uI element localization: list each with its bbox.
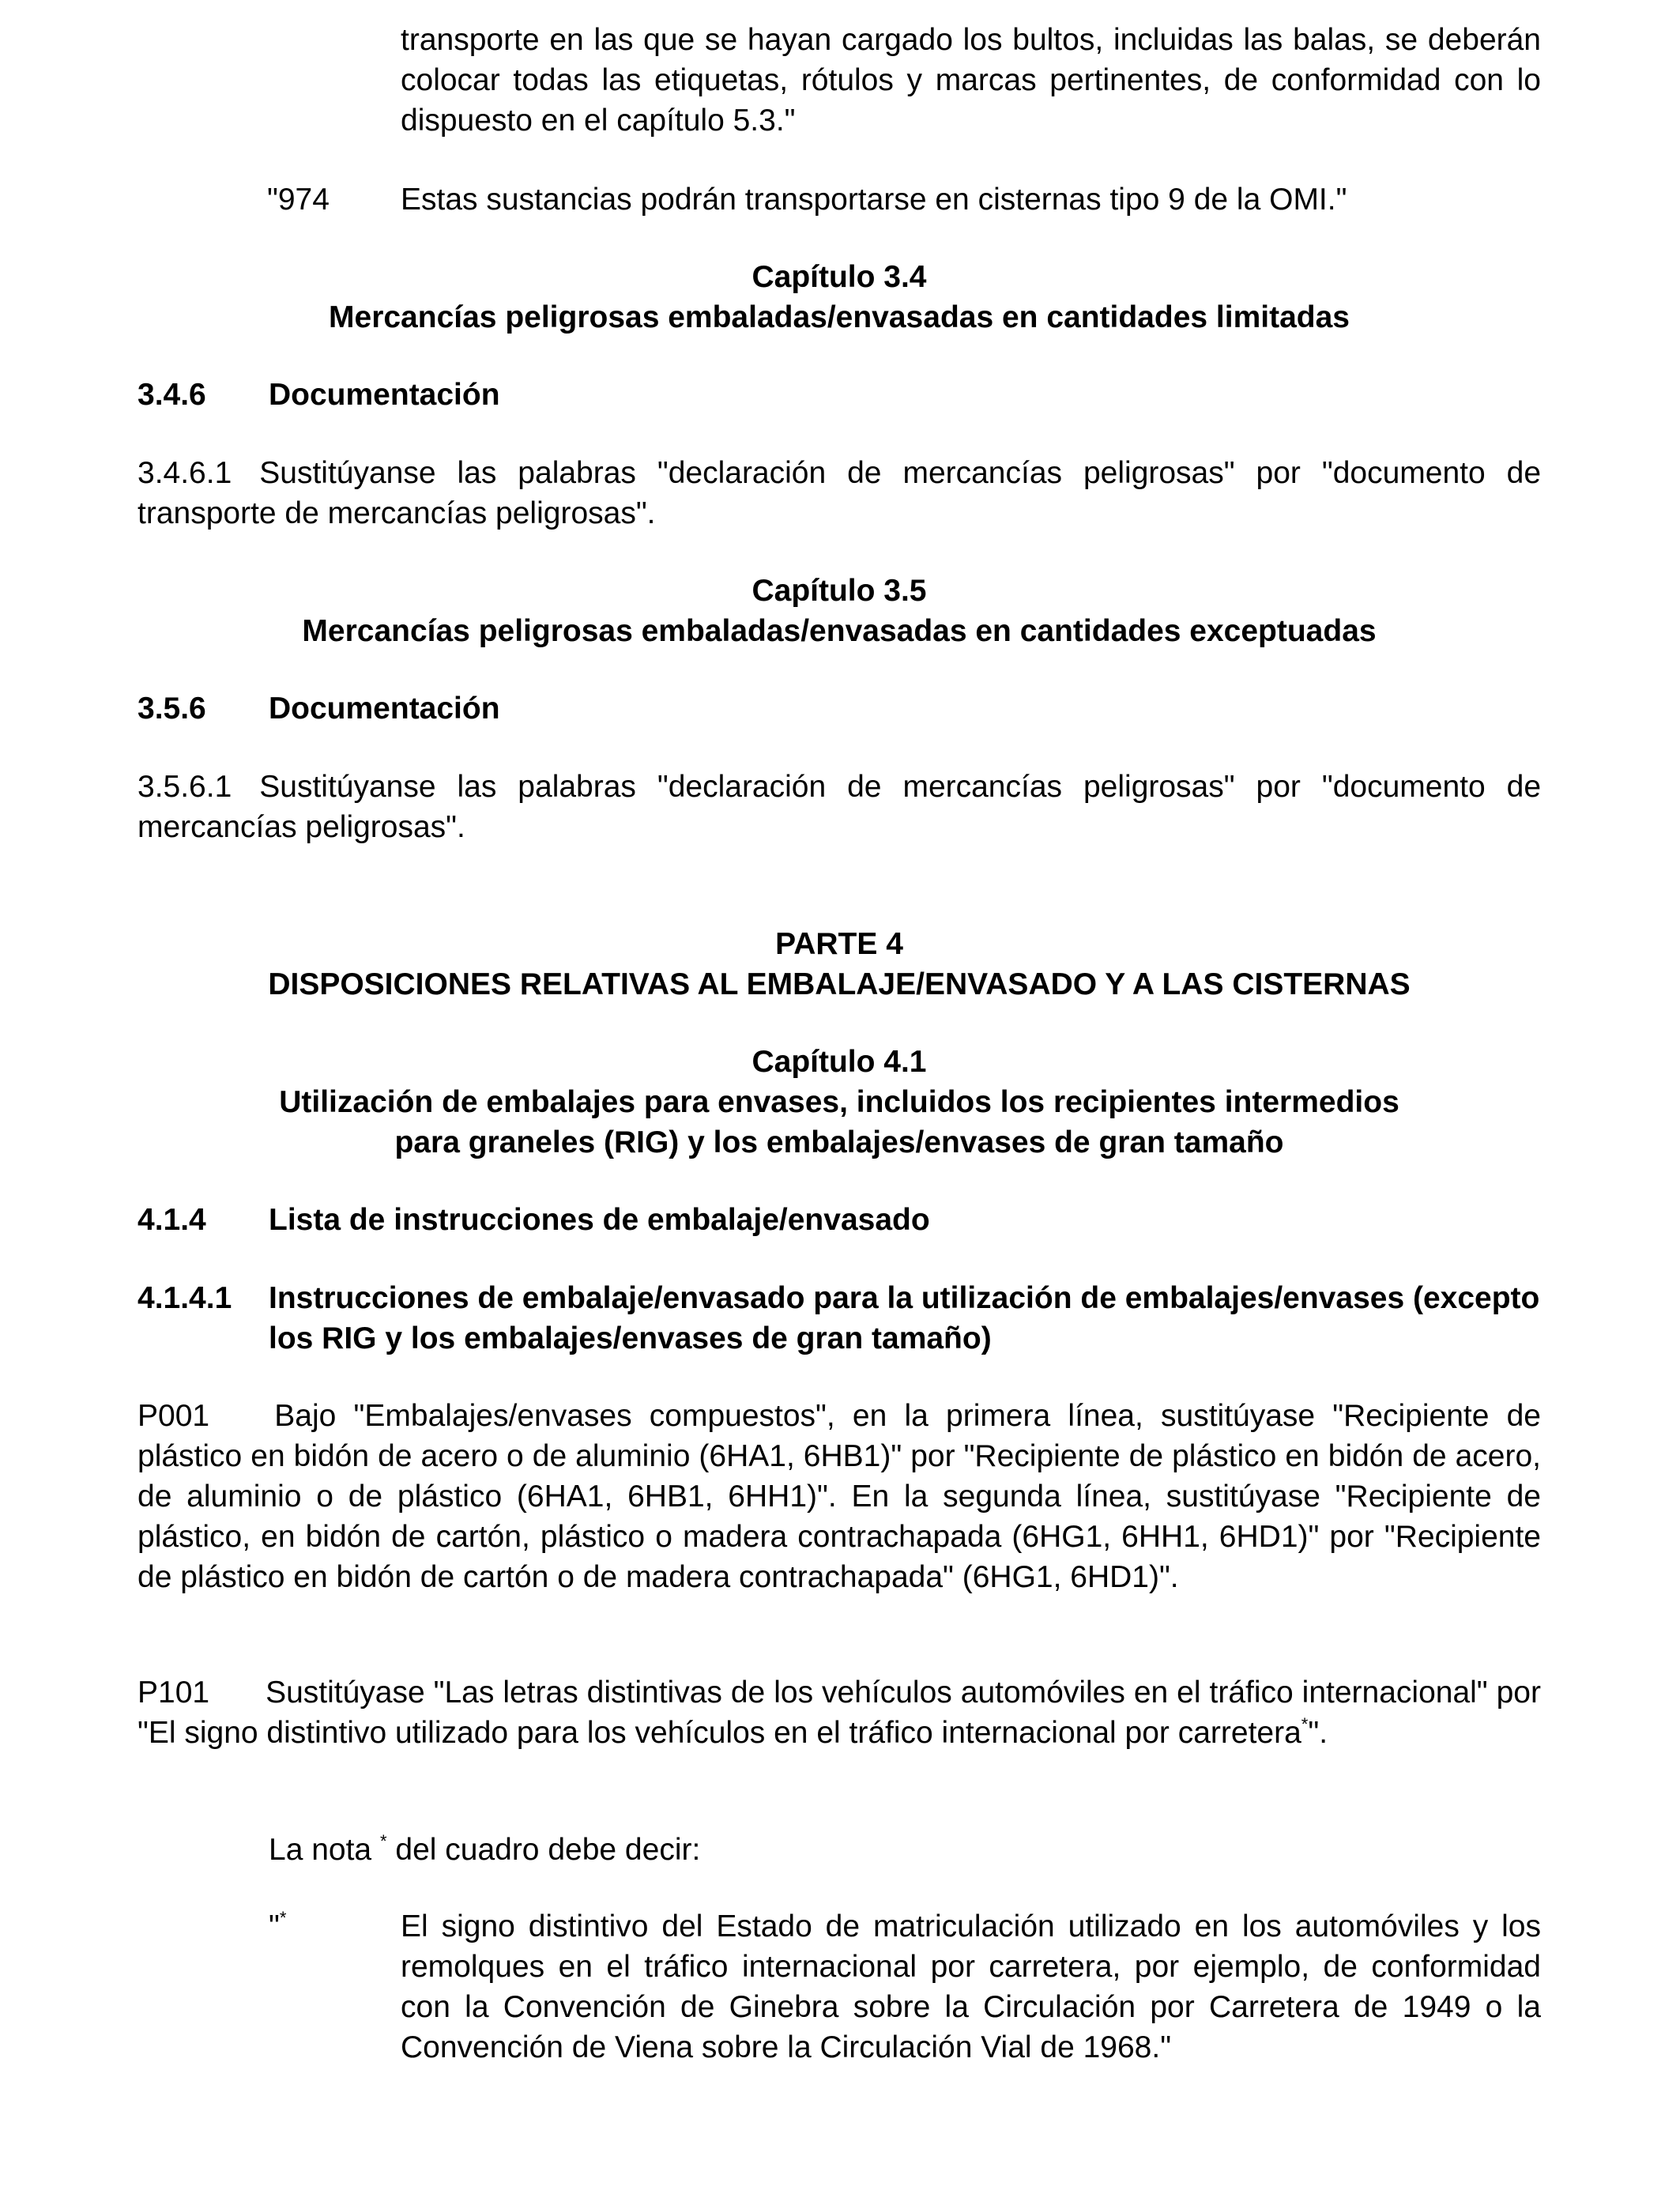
p101-code: P101 bbox=[137, 1676, 210, 1710]
p001-code: P001 bbox=[137, 1399, 210, 1433]
paragraph-3-5-6-1 bbox=[137, 767, 1541, 847]
provision-974-text: Estas sustancias podrán transportarse en cisternas tipo 9 de la OMI." bbox=[401, 183, 1347, 217]
chapter-3-5-heading: Capítulo 3.5 bbox=[751, 574, 927, 608]
nota-footnote-marker: * bbox=[379, 1831, 387, 1851]
paragraph-3-4-6-1 bbox=[137, 453, 1541, 533]
p101-paragraph bbox=[137, 1672, 1541, 1753]
section-4-1-4-1-title: Instrucciones de embalaje/envasado para la utilización de embalajes/envases (excepto los RIG y los embalajes/envases de gran tamaño) bbox=[269, 1281, 1540, 1355]
section-4-1-4-1-number: 4.1.4.1 bbox=[137, 1281, 232, 1315]
section-4-1-4-number: 4.1.4 bbox=[137, 1203, 206, 1237]
paragraph-3-5-6-1-number: 3.5.6.1 bbox=[137, 770, 232, 804]
footnote-mark bbox=[269, 1906, 286, 1947]
p101-text: Sustitúyase "Las letras distintivas de los vehículos automóviles en el tráfico internacional" por "El signo distintivo utilizado para los vehículos en el tráfico internacional por carretera bbox=[137, 1676, 1541, 1750]
provision-974-number: "974 bbox=[267, 183, 330, 217]
p101-footnote-marker: * bbox=[1301, 1714, 1309, 1734]
chapter-3-4-title: Mercancías peligrosas embaladas/envasadas en cantidades limitadas bbox=[329, 300, 1350, 334]
p001-paragraph bbox=[137, 1396, 1541, 1597]
p101-tail: ". bbox=[1308, 1716, 1328, 1750]
paragraph-3-4-6-1-text: Sustitúyanse las palabras "declaración de mercancías peligrosas" por "documento de transporte de mercancías peligrosas". bbox=[137, 456, 1542, 530]
chapter-3-4-heading: Capítulo 3.4 bbox=[751, 260, 927, 294]
chapter-3-5-title: Mercancías peligrosas embaladas/envasadas en cantidades exceptuadas bbox=[302, 614, 1377, 648]
section-3-5-6-title: Documentación bbox=[269, 692, 500, 726]
footnote-quote: " bbox=[269, 1909, 280, 1943]
chapter-4-1-title-line-2: para graneles (RIG) y los embalajes/envases de gran tamaño bbox=[394, 1125, 1284, 1159]
footnote-text: El signo distintivo del Estado de matriculación utilizado en los automóviles y los remolques en el tráfico internacional por carretera, por ejemplo, de conformidad con la Convención de Ginebra sobre la Circulación por Carretera de 1949 o la Convención de Viena sobre la Circulación Vial de 1968." bbox=[401, 1909, 1541, 2064]
part-4-heading: PARTE 4 bbox=[775, 927, 903, 961]
chapter-4-1-title-line-1: Utilización de embalajes para envases, incluidos los recipientes intermedios bbox=[279, 1085, 1399, 1119]
footnote-asterisk: * bbox=[279, 1908, 287, 1928]
p001-text: Bajo "Embalajes/envases compuestos", en la primera línea, sustitúyase "Recipiente de plástico en bidón de acero o de aluminio (6HA1, 6HB1)" por "Recipiente de plástico en bidón de acero, de aluminio o de plástico (6HA1, 6HB1, 6HH1)". En la segunda línea, sustitúyase "Recipiente de plástico, en bidón de cartón, plástico o madera contrachapada (6HG1, 6HH1, 6HD1)" por "Recipiente de plástico en bidón de cartón o de madera contrachapada" (6HG1, 6HD1)". bbox=[137, 1399, 1541, 1594]
section-4-1-4-title: Lista de instrucciones de embalaje/envasado bbox=[269, 1203, 930, 1237]
paragraph-3-4-6-1-number: 3.4.6.1 bbox=[137, 456, 232, 490]
nota-text-after: del cuadro debe decir: bbox=[395, 1833, 701, 1867]
section-3-4-6-title: Documentación bbox=[269, 378, 500, 412]
nota-text-before: La nota bbox=[269, 1833, 372, 1867]
section-3-4-6-number: 3.4.6 bbox=[137, 378, 206, 412]
chapter-4-1-heading: Capítulo 4.1 bbox=[751, 1045, 927, 1079]
continuation-paragraph: transporte en las que se hayan cargado los bultos, incluidas las balas, se deberán colocar todas las etiquetas, rótulos y marcas pertinentes, de conformidad con lo dispuesto en el capítulo 5.3." bbox=[401, 23, 1541, 138]
part-4-title: DISPOSICIONES RELATIVAS AL EMBALAJE/ENVASADO Y A LAS CISTERNAS bbox=[268, 967, 1411, 1001]
section-3-5-6-number: 3.5.6 bbox=[137, 692, 206, 726]
paragraph-3-5-6-1-text: Sustitúyanse las palabras "declaración de mercancías peligrosas" por "documento de mercancías peligrosas". bbox=[137, 770, 1542, 844]
nota-line bbox=[269, 1830, 1541, 1870]
